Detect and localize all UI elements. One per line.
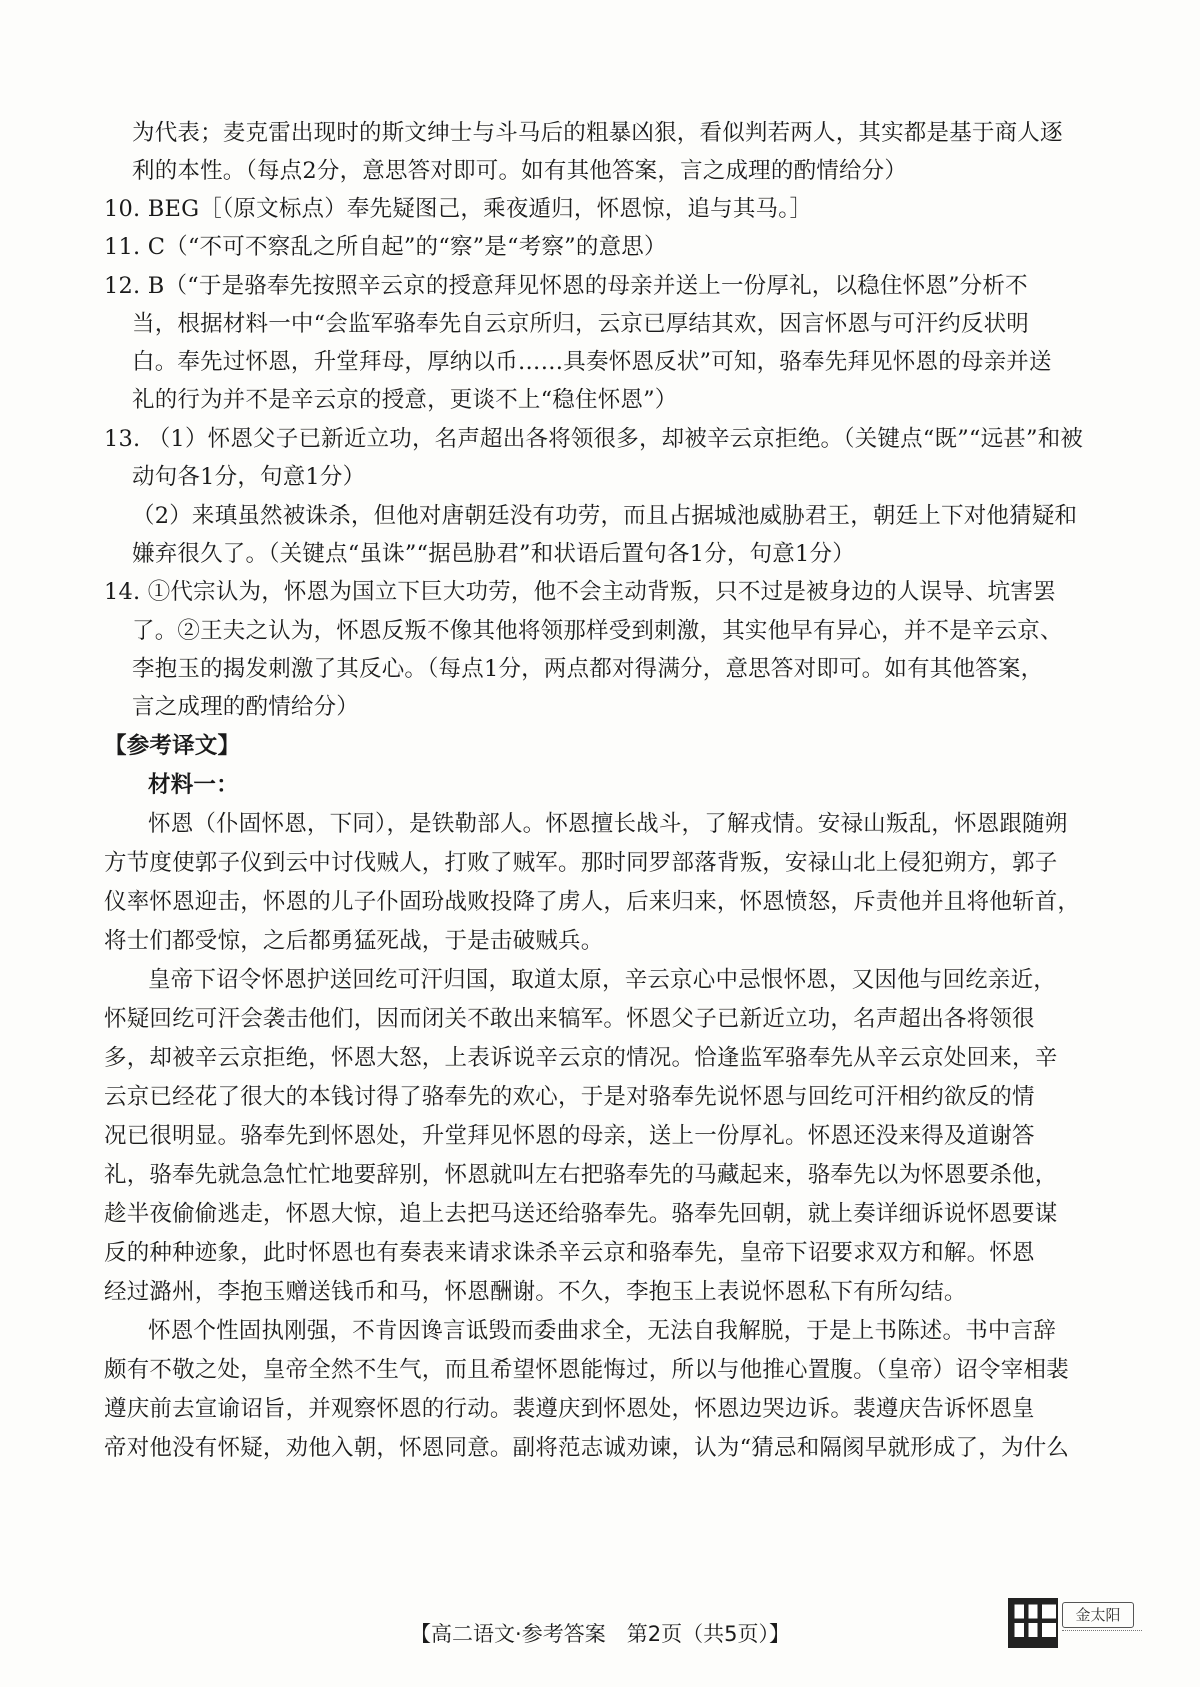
text-line: 利的本性。（每点2分，意思答对即可。如有其他答案，言之成理的酌情给分） [132, 158, 908, 184]
answer-13: 13. （1）怀恩父子已新近立功，名声超出各将领很多，却被辛云京拒绝。（关键点“既”“远甚”和被 [104, 426, 1084, 452]
translation-line: 将士们都受惊，之后都勇猛死战，于是击破贼兵。 [104, 928, 604, 954]
translation-line: 况已很明显。骆奉先到怀恩处，升堂拜见怀恩的母亲，送上一份厚礼。怀恩还没来得及道谢答 [104, 1123, 1035, 1149]
translation-line: 仪率怀恩迎击，怀恩的儿子仆固玢战败投降了虏人，后来归来，怀恩愤怒，斥责他并且将他斩首， [104, 889, 1081, 915]
text-line: （2）来瑱虽然被诛杀，但他对唐朝廷没有功劳，而且占据城池威胁君王，朝廷上下对他猜疑和 [132, 503, 1078, 529]
qr-code-icon [1008, 1598, 1058, 1648]
translation-line: 皇帝下诏令怀恩护送回纥可汗归国，取道太原，辛云京心中忌恨怀恩，又因他与回纥亲近， [148, 967, 1057, 993]
answer-11: 11. C（“不可不察乱之所自起”的“察”是“考察”的意思） [104, 234, 667, 260]
publisher-logo: 金太阳 [1062, 1602, 1134, 1628]
text-line: 嫌弃很久了。（关键点“虽诛”“据邑胁君”和状语后置句各1分，句意1分） [132, 541, 855, 567]
answer-12: 12. B（“于是骆奉先按照辛云京的授意拜见怀恩的母亲并送上一份厚礼，以稳住怀恩”分析不 [104, 273, 1028, 299]
translation-line: 云京已经花了很大的本钱讨得了骆奉先的欢心，于是对骆奉先说怀恩与回纥可汗相约欲反的情 [104, 1084, 1035, 1110]
translation-line: 多，却被辛云京拒绝，怀恩大怒，上表诉说辛云京的情况。恰逢监军骆奉先从辛云京处回来，辛 [104, 1045, 1058, 1071]
text-line: 礼的行为并不是辛云京的授意，更谈不上“稳住怀恩”） [132, 387, 678, 413]
logo-underline [1062, 1630, 1142, 1635]
translation-line: 礼，骆奉先就急急忙忙地要辞别，怀恩就叫左右把骆奉先的马藏起来，骆奉先以为怀恩要杀他， [104, 1162, 1058, 1188]
page-footer: 【高二语文·参考答案 第2页（共5页）】 [410, 1622, 790, 1646]
translation-line: 方节度使郭子仪到云中讨伐贼人，打败了贼军。那时同罗部落背叛，安禄山北上侵犯朔方，郭子 [104, 850, 1058, 876]
translation-line: 怀疑回纥可汗会袭击他们，因而闭关不敢出来犒军。怀恩父子已新近立功，名声超出各将领很 [104, 1006, 1035, 1032]
translation-line: 怀恩（仆固怀恩，下同），是铁勒部人。怀恩擅长战斗，了解戎情。安禄山叛乱，怀恩跟随朔 [148, 811, 1068, 837]
text-line: 白。奉先过怀恩，升堂拜母，厚纳以币……具奏怀恩反状”可知，骆奉先拜见怀恩的母亲并送 [132, 349, 1052, 375]
text-line: 为代表；麦克雷出现时的斯文绅士与斗马后的粗暴凶狠，看似判若两人，其实都是基于商人逐 [132, 120, 1063, 146]
text-line: 言之成理的酌情给分） [132, 694, 360, 720]
text-line: 当，根据材料一中“会监军骆奉先自云京所归，云京已厚结其欢，因言怀恩与可汗约反状明 [132, 311, 1030, 337]
translation-line: 怀恩个性固执刚强，不肯因谗言诋毁而委曲求全，无法自我解脱，于是上书陈述。书中言辞 [148, 1318, 1057, 1344]
text-line: 了。②王夫之认为，怀恩反叛不像其他将领那样受到刺激，其实他早有异心，并不是辛云京、 [132, 618, 1063, 644]
answer-10: 10. BEG［（原文标点）奉先疑图己，乘夜遁归，怀恩惊，追与其马。］ [104, 196, 813, 222]
section-heading: 【参考译文】 [104, 733, 241, 759]
translation-line: 经过潞州，李抱玉赠送钱币和马，怀恩酬谢。不久，李抱玉上表说怀恩私下有所勾结。 [104, 1279, 967, 1305]
subsection-heading: 材料一： [148, 772, 239, 798]
translation-line: 趁半夜偷偷逃走，怀恩大惊，追上去把马送还给骆奉先。骆奉先回朝，就上奏详细诉说怀恩要谋 [104, 1201, 1058, 1227]
text-line: 李抱玉的揭发刺激了其反心。（每点1分，两点都对得满分，意思答对即可。如有其他答案， [132, 656, 1044, 682]
translation-line: 反的种种迹象，此时怀恩也有奏表来请求诛杀辛云京和骆奉先，皇帝下诏要求双方和解。怀恩 [104, 1240, 1035, 1266]
translation-line: 遵庆前去宣谕诏旨，并观察怀恩的行动。裴遵庆到怀恩处，怀恩边哭边诉。裴遵庆告诉怀恩皇 [104, 1396, 1035, 1422]
answer-14: 14. ①代宗认为，怀恩为国立下巨大功劳，他不会主动背叛，只不过是被身边的人误导、坑害罢 [104, 579, 1056, 605]
translation-line: 帝对他没有怀疑，劝他入朝，怀恩同意。副将范志诚劝谏，认为“猜忌和隔阂早就形成了，为什么 [104, 1435, 1070, 1461]
translation-line: 颇有不敬之处，皇帝全然不生气，而且希望怀恩能悔过，所以与他推心置腹。（皇帝）诏令宰相裴 [104, 1357, 1069, 1383]
text-line: 动句各1分，句意1分） [132, 464, 366, 490]
